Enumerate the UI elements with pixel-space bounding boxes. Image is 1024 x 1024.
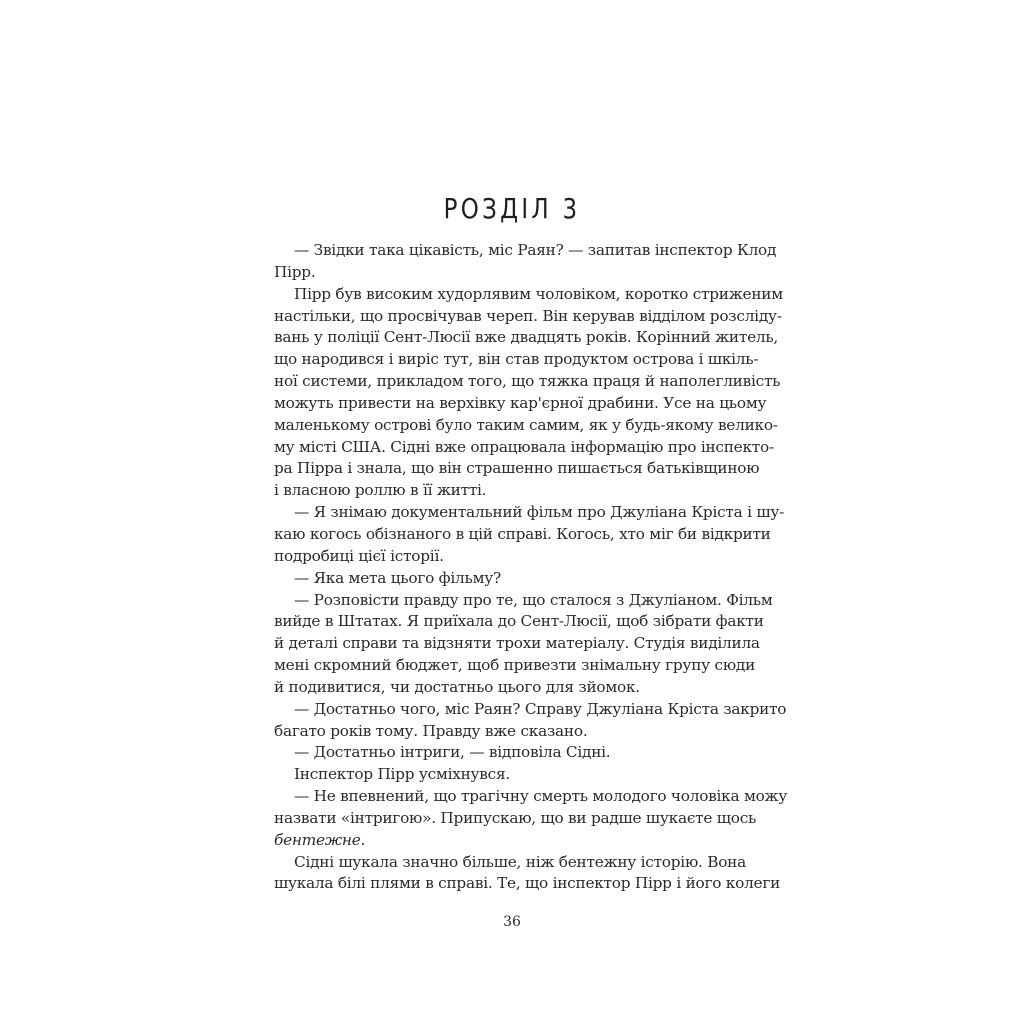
text-line: — Достатньо інтриги, — відповіла Сідні. [294,743,611,762]
text-line: подробиці цієї історії. [274,546,444,565]
text-line: вийде в Штатах. Я приїхала до Сент-Люсії, щоб зібрати факти [274,612,764,631]
text-line: — Розповісти правду про те, що сталося з Джуліаном. Фільм [294,590,773,609]
text-line: можуть привести на верхівку кар'єрної драбини. Усе на цьому [274,393,767,412]
text-line: Сідні шукала значно більше, ніж бентежну історію. Вона [294,852,747,871]
text-line: вань у поліції Сент-Люсії вже двадцять років. Корінний житель, [274,328,779,347]
text-line: — Достатньо чого, міс Раян? Справу Джуліана Кріста закрито [294,699,787,718]
text-line: шукала білі плями в справі. Те, що інспектор Пірр і його колеги [274,874,781,893]
body-text [274,240,788,895]
text-line: й подивитися, чи достатньо цього для зйомок. [274,677,640,696]
chapter-title: РОЗДІЛ 3 [443,192,581,225]
text-line: — Я знімаю документальний фільм про Джуліана Кріста і шу- [294,503,784,522]
text-line: — Звідки така цікавість, міс Раян? — запитав інспектор Клод [294,241,777,259]
text-line: — Не впевнений, що трагічну смерть молодого чоловіка можу [294,787,788,806]
text-line: — Яка мета цього фільму? [294,568,501,587]
text-line: і власною роллю в її житті. [274,481,487,500]
text-line: мені скромний бюджет, щоб привезти знімальну групу сюди [274,656,756,675]
page-number: 36 [503,914,521,930]
text-line: Пірр був високим худорлявим чоловіком, коротко стриженим [294,284,783,303]
text-line: ної системи, прикладом того, що тяжка праця й наполегливість [274,372,781,391]
text-line: назвати «інтригою». Припускаю, що ви радше шукаєте щось [274,808,757,827]
text-line: й деталі справи та відзняти трохи матеріалу. Студія виділила [274,634,760,653]
text-line: що народився і виріс тут, він став продуктом острова і шкіль- [274,350,759,369]
text-line: багато років тому. Правду вже сказано. [274,721,588,740]
text-line: настільки, що просвічував череп. Він керував відділом розсліду- [274,306,782,325]
text-line: му місті США. Сідні вже опрацювала інформацію про інспекто- [274,437,774,456]
text-line: каю когось обізнаного в цій справі. Когось, хто міг би відкрити [274,524,771,543]
text-line: Пірр. [274,262,316,281]
text-line: бентежне. [274,830,366,849]
text-line: маленькому острові було таким самим, як у будь-якому велико- [274,415,778,434]
text-line: ра Пірра і знала, що він страшенно пишається батьківщиною [274,459,760,478]
text-line: Інспектор Пірр усміхнувся. [294,765,510,784]
